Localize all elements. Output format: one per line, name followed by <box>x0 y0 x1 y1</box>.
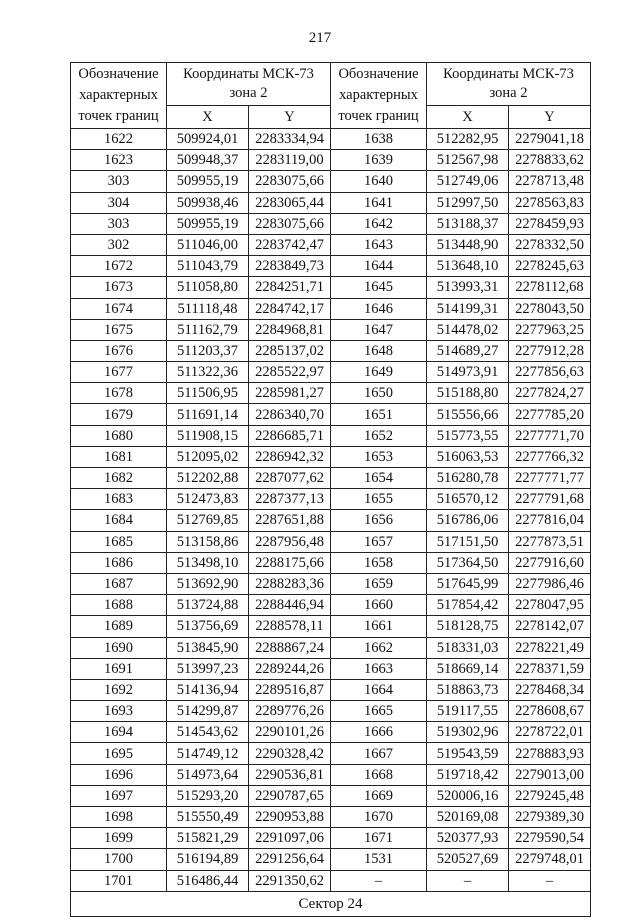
y-right-cell: 2278883,93 <box>509 743 591 764</box>
point-id-right-cell: 1640 <box>331 171 427 192</box>
x-left-cell: 511118,48 <box>167 298 249 319</box>
x-right-cell: 517854,42 <box>427 595 509 616</box>
point-id-right-cell: 1666 <box>331 722 427 743</box>
table-row <box>71 637 591 658</box>
x-right-cell: 516786,06 <box>427 510 509 531</box>
table-row <box>71 277 591 298</box>
y-left-cell: 2283075,66 <box>249 213 331 234</box>
y-right-cell: 2278245,63 <box>509 256 591 277</box>
x-left-cell: 509948,37 <box>167 150 249 171</box>
y-right-cell: 2278371,59 <box>509 658 591 679</box>
y-right-cell: 2277816,04 <box>509 510 591 531</box>
x-right-cell: 513188,37 <box>427 213 509 234</box>
coordinates-table <box>70 62 591 917</box>
x-right-cell: 514199,31 <box>427 298 509 319</box>
x-right-cell: 516570,12 <box>427 489 509 510</box>
table-row <box>71 870 591 891</box>
y-left-cell: 2289244,26 <box>249 658 331 679</box>
coords-header-left: Координаты МСК-73 зона 2 <box>167 63 331 106</box>
sector-label: Сектор 24 <box>71 891 591 916</box>
y-right-cell: 2278563,83 <box>509 192 591 213</box>
x-right-cell: 515188,80 <box>427 383 509 404</box>
point-id-left-cell: 1688 <box>71 595 167 616</box>
x-left-cell: 511203,37 <box>167 340 249 361</box>
x-left-cell: 513756,69 <box>167 616 249 637</box>
point-id-right-cell: 1643 <box>331 234 427 255</box>
point-id-left-cell: 1698 <box>71 807 167 828</box>
x-right-cell: 514973,91 <box>427 362 509 383</box>
x-left-cell: 513498,10 <box>167 552 249 573</box>
table-row <box>71 785 591 806</box>
x-left-cell: 514136,94 <box>167 679 249 700</box>
x-right-cell: 518863,73 <box>427 679 509 700</box>
x-right-cell: 516063,53 <box>427 446 509 467</box>
x-left-cell: 513997,23 <box>167 658 249 679</box>
table-row <box>71 743 591 764</box>
y-right-cell: 2278459,93 <box>509 213 591 234</box>
x-right-cell: 513648,10 <box>427 256 509 277</box>
x-right-cell: 514689,27 <box>427 340 509 361</box>
point-id-left-cell: 302 <box>71 234 167 255</box>
x-right-cell: 519117,55 <box>427 701 509 722</box>
designation-header-left: Обозначение характерных точек границ <box>71 63 167 129</box>
x-left-cell: 512095,02 <box>167 446 249 467</box>
y-right-cell: 2278468,34 <box>509 679 591 700</box>
y-left-cell: 2287956,48 <box>249 531 331 552</box>
point-id-right-cell: 1658 <box>331 552 427 573</box>
point-id-right-cell: 1654 <box>331 468 427 489</box>
x-left-cell: 512202,88 <box>167 468 249 489</box>
point-id-left-cell: 1684 <box>71 510 167 531</box>
x-right-cell: 514478,02 <box>427 319 509 340</box>
point-id-right-cell: 1657 <box>331 531 427 552</box>
x-left-cell: 511908,15 <box>167 425 249 446</box>
y-left-cell: 2289776,26 <box>249 701 331 722</box>
table-row <box>71 129 591 150</box>
x-right-cell: 519543,59 <box>427 743 509 764</box>
point-id-left-cell: 1697 <box>71 785 167 806</box>
table-row <box>71 764 591 785</box>
x-left-cell: 509924,01 <box>167 129 249 150</box>
y-left-cell: 2289516,87 <box>249 679 331 700</box>
point-id-left-cell: 1680 <box>71 425 167 446</box>
table-row <box>71 531 591 552</box>
table-header <box>71 63 591 129</box>
point-id-left-cell: 1622 <box>71 129 167 150</box>
y-left-cell: 2283849,73 <box>249 256 331 277</box>
x-left-cell: 514543,62 <box>167 722 249 743</box>
point-id-right-cell: 1642 <box>331 213 427 234</box>
table-row <box>71 404 591 425</box>
x-right-cell: 512567,98 <box>427 150 509 171</box>
y-right-cell: 2277766,32 <box>509 446 591 467</box>
x-header-left: X <box>167 105 249 128</box>
point-id-left-cell: 1674 <box>71 298 167 319</box>
point-id-left-cell: 1683 <box>71 489 167 510</box>
x-left-cell: 512769,85 <box>167 510 249 531</box>
y-header-right: Y <box>509 105 591 128</box>
y-left-cell: 2288283,36 <box>249 573 331 594</box>
point-id-left-cell: 1699 <box>71 828 167 849</box>
table-row <box>71 234 591 255</box>
x-left-cell: 511046,00 <box>167 234 249 255</box>
y-right-cell: 2277873,51 <box>509 531 591 552</box>
table-row <box>71 807 591 828</box>
table-row <box>71 573 591 594</box>
point-id-left-cell: 1692 <box>71 679 167 700</box>
y-right-cell: 2277916,60 <box>509 552 591 573</box>
y-left-cell: 2284968,81 <box>249 319 331 340</box>
y-right-cell: 2278043,50 <box>509 298 591 319</box>
x-left-cell: 509955,19 <box>167 213 249 234</box>
x-left-cell: 511506,95 <box>167 383 249 404</box>
point-id-left-cell: 1701 <box>71 870 167 891</box>
table-row <box>71 319 591 340</box>
x-left-cell: 509955,19 <box>167 171 249 192</box>
x-right-cell: 518331,03 <box>427 637 509 658</box>
table-row <box>71 362 591 383</box>
y-right-cell: 2277791,68 <box>509 489 591 510</box>
y-left-cell: 2285981,27 <box>249 383 331 404</box>
point-id-left-cell: 1690 <box>71 637 167 658</box>
x-left-cell: 515821,29 <box>167 828 249 849</box>
y-left-cell: 2290536,81 <box>249 764 331 785</box>
x-right-cell: 515773,55 <box>427 425 509 446</box>
point-id-right-cell: – <box>331 870 427 891</box>
y-left-cell: 2290953,88 <box>249 807 331 828</box>
x-left-cell: 514973,64 <box>167 764 249 785</box>
page-number: 217 <box>308 30 332 46</box>
x-left-cell: 511162,79 <box>167 319 249 340</box>
x-right-cell: 519718,42 <box>427 764 509 785</box>
table-row <box>71 256 591 277</box>
y-left-cell: 2284742,17 <box>249 298 331 319</box>
table-row <box>71 616 591 637</box>
table-row <box>71 489 591 510</box>
x-left-cell: 515550,49 <box>167 807 249 828</box>
y-left-cell: 2283119,00 <box>249 150 331 171</box>
x-right-cell: 513448,90 <box>427 234 509 255</box>
y-right-cell: 2279590,54 <box>509 828 591 849</box>
x-right-cell: – <box>427 870 509 891</box>
y-left-cell: 2290787,65 <box>249 785 331 806</box>
x-right-cell: 517151,50 <box>427 531 509 552</box>
point-id-left-cell: 1700 <box>71 849 167 870</box>
point-id-right-cell: 1656 <box>331 510 427 531</box>
x-left-cell: 513692,90 <box>167 573 249 594</box>
table-row <box>71 171 591 192</box>
x-header-right: X <box>427 105 509 128</box>
y-right-cell: 2277771,77 <box>509 468 591 489</box>
y-right-cell: 2277912,28 <box>509 340 591 361</box>
y-right-cell: 2278047,95 <box>509 595 591 616</box>
y-left-cell: 2290328,42 <box>249 743 331 764</box>
point-id-left-cell: 1682 <box>71 468 167 489</box>
x-right-cell: 513993,31 <box>427 277 509 298</box>
y-right-cell: 2278142,07 <box>509 616 591 637</box>
x-left-cell: 513724,88 <box>167 595 249 616</box>
y-right-cell: 2279245,48 <box>509 785 591 806</box>
table-row <box>71 340 591 361</box>
point-id-right-cell: 1639 <box>331 150 427 171</box>
point-id-left-cell: 1694 <box>71 722 167 743</box>
y-left-cell: 2288578,11 <box>249 616 331 637</box>
x-left-cell: 513845,90 <box>167 637 249 658</box>
table-row <box>71 510 591 531</box>
point-id-right-cell: 1661 <box>331 616 427 637</box>
y-right-cell: 2279013,00 <box>509 764 591 785</box>
table-row <box>71 150 591 171</box>
x-right-cell: 517645,99 <box>427 573 509 594</box>
table-row <box>71 383 591 404</box>
y-left-cell: 2284251,71 <box>249 277 331 298</box>
point-id-right-cell: 1655 <box>331 489 427 510</box>
point-id-left-cell: 1677 <box>71 362 167 383</box>
y-right-cell: 2279041,18 <box>509 129 591 150</box>
y-left-cell: 2291097,06 <box>249 828 331 849</box>
x-left-cell: 512473,83 <box>167 489 249 510</box>
point-id-right-cell: 1660 <box>331 595 427 616</box>
y-right-cell: – <box>509 870 591 891</box>
y-left-cell: 2286685,71 <box>249 425 331 446</box>
x-left-cell: 511058,80 <box>167 277 249 298</box>
table-row <box>71 468 591 489</box>
x-right-cell: 518669,14 <box>427 658 509 679</box>
point-id-right-cell: 1671 <box>331 828 427 849</box>
point-id-right-cell: 1531 <box>331 849 427 870</box>
x-left-cell: 516194,89 <box>167 849 249 870</box>
y-left-cell: 2283065,44 <box>249 192 331 213</box>
point-id-right-cell: 1641 <box>331 192 427 213</box>
point-id-left-cell: 1623 <box>71 150 167 171</box>
x-right-cell: 512749,06 <box>427 171 509 192</box>
table-row <box>71 828 591 849</box>
table-row <box>71 658 591 679</box>
point-id-right-cell: 1663 <box>331 658 427 679</box>
y-right-cell: 2278221,49 <box>509 637 591 658</box>
y-left-cell: 2285137,02 <box>249 340 331 361</box>
point-id-left-cell: 1681 <box>71 446 167 467</box>
point-id-right-cell: 1645 <box>331 277 427 298</box>
y-right-cell: 2277771,70 <box>509 425 591 446</box>
point-id-right-cell: 1667 <box>331 743 427 764</box>
table-row <box>71 722 591 743</box>
point-id-left-cell: 304 <box>71 192 167 213</box>
x-left-cell: 514299,87 <box>167 701 249 722</box>
table-row <box>71 425 591 446</box>
y-right-cell: 2278833,62 <box>509 150 591 171</box>
point-id-right-cell: 1665 <box>331 701 427 722</box>
table-row <box>71 213 591 234</box>
point-id-right-cell: 1670 <box>331 807 427 828</box>
x-right-cell: 512997,50 <box>427 192 509 213</box>
x-right-cell: 520006,16 <box>427 785 509 806</box>
point-id-left-cell: 1679 <box>71 404 167 425</box>
point-id-left-cell: 1691 <box>71 658 167 679</box>
point-id-right-cell: 1638 <box>331 129 427 150</box>
table-row <box>71 679 591 700</box>
x-right-cell: 516280,78 <box>427 468 509 489</box>
point-id-right-cell: 1668 <box>331 764 427 785</box>
table-row <box>71 595 591 616</box>
x-right-cell: 517364,50 <box>427 552 509 573</box>
x-left-cell: 514749,12 <box>167 743 249 764</box>
x-left-cell: 511043,79 <box>167 256 249 277</box>
point-id-right-cell: 1649 <box>331 362 427 383</box>
y-left-cell: 2283075,66 <box>249 171 331 192</box>
x-right-cell: 512282,95 <box>427 129 509 150</box>
x-right-cell: 519302,96 <box>427 722 509 743</box>
y-left-cell: 2287377,13 <box>249 489 331 510</box>
y-right-cell: 2277963,25 <box>509 319 591 340</box>
table-row <box>71 298 591 319</box>
point-id-left-cell: 1672 <box>71 256 167 277</box>
y-left-cell: 2290101,26 <box>249 722 331 743</box>
y-header-left: Y <box>249 105 331 128</box>
designation-header-right: Обозначение характерных точек границ <box>331 63 427 129</box>
y-left-cell: 2288867,24 <box>249 637 331 658</box>
point-id-left-cell: 1675 <box>71 319 167 340</box>
table-row <box>71 192 591 213</box>
y-right-cell: 2279389,30 <box>509 807 591 828</box>
table-row <box>71 446 591 467</box>
point-id-left-cell: 1696 <box>71 764 167 785</box>
point-id-left-cell: 1678 <box>71 383 167 404</box>
point-id-left-cell: 1687 <box>71 573 167 594</box>
y-right-cell: 2278713,48 <box>509 171 591 192</box>
point-id-right-cell: 1669 <box>331 785 427 806</box>
point-id-right-cell: 1648 <box>331 340 427 361</box>
y-right-cell: 2277824,27 <box>509 383 591 404</box>
point-id-left-cell: 1673 <box>71 277 167 298</box>
y-right-cell: 2277785,20 <box>509 404 591 425</box>
point-id-left-cell: 1693 <box>71 701 167 722</box>
x-left-cell: 511322,36 <box>167 362 249 383</box>
y-left-cell: 2287077,62 <box>249 468 331 489</box>
point-id-right-cell: 1646 <box>331 298 427 319</box>
x-right-cell: 520169,08 <box>427 807 509 828</box>
x-left-cell: 511691,14 <box>167 404 249 425</box>
x-right-cell: 520377,93 <box>427 828 509 849</box>
x-left-cell: 509938,46 <box>167 192 249 213</box>
coords-header-right: Координаты МСК-73 зона 2 <box>427 63 591 106</box>
x-right-cell: 515556,66 <box>427 404 509 425</box>
y-right-cell: 2277986,46 <box>509 573 591 594</box>
x-left-cell: 516486,44 <box>167 870 249 891</box>
point-id-left-cell: 303 <box>71 171 167 192</box>
y-left-cell: 2291256,64 <box>249 849 331 870</box>
point-id-right-cell: 1651 <box>331 404 427 425</box>
y-left-cell: 2286340,70 <box>249 404 331 425</box>
x-right-cell: 518128,75 <box>427 616 509 637</box>
y-right-cell: 2278608,67 <box>509 701 591 722</box>
table-row <box>71 849 591 870</box>
y-left-cell: 2291350,62 <box>249 870 331 891</box>
point-id-right-cell: 1644 <box>331 256 427 277</box>
point-id-right-cell: 1662 <box>331 637 427 658</box>
point-id-left-cell: 1689 <box>71 616 167 637</box>
table-row <box>71 701 591 722</box>
point-id-left-cell: 303 <box>71 213 167 234</box>
point-id-right-cell: 1664 <box>331 679 427 700</box>
y-left-cell: 2288175,66 <box>249 552 331 573</box>
x-left-cell: 513158,86 <box>167 531 249 552</box>
y-left-cell: 2286942,32 <box>249 446 331 467</box>
table-body <box>71 129 591 892</box>
x-right-cell: 520527,69 <box>427 849 509 870</box>
point-id-right-cell: 1650 <box>331 383 427 404</box>
point-id-left-cell: 1686 <box>71 552 167 573</box>
y-left-cell: 2283334,94 <box>249 129 331 150</box>
y-right-cell: 2278112,68 <box>509 277 591 298</box>
point-id-left-cell: 1695 <box>71 743 167 764</box>
y-right-cell: 2278332,50 <box>509 234 591 255</box>
y-left-cell: 2283742,47 <box>249 234 331 255</box>
y-left-cell: 2288446,94 <box>249 595 331 616</box>
y-right-cell: 2277856,63 <box>509 362 591 383</box>
point-id-right-cell: 1653 <box>331 446 427 467</box>
x-left-cell: 515293,20 <box>167 785 249 806</box>
point-id-right-cell: 1659 <box>331 573 427 594</box>
point-id-left-cell: 1685 <box>71 531 167 552</box>
y-right-cell: 2278722,01 <box>509 722 591 743</box>
point-id-right-cell: 1652 <box>331 425 427 446</box>
point-id-left-cell: 1676 <box>71 340 167 361</box>
y-right-cell: 2279748,01 <box>509 849 591 870</box>
y-left-cell: 2287651,88 <box>249 510 331 531</box>
point-id-right-cell: 1647 <box>331 319 427 340</box>
y-left-cell: 2285522,97 <box>249 362 331 383</box>
table-row <box>71 552 591 573</box>
